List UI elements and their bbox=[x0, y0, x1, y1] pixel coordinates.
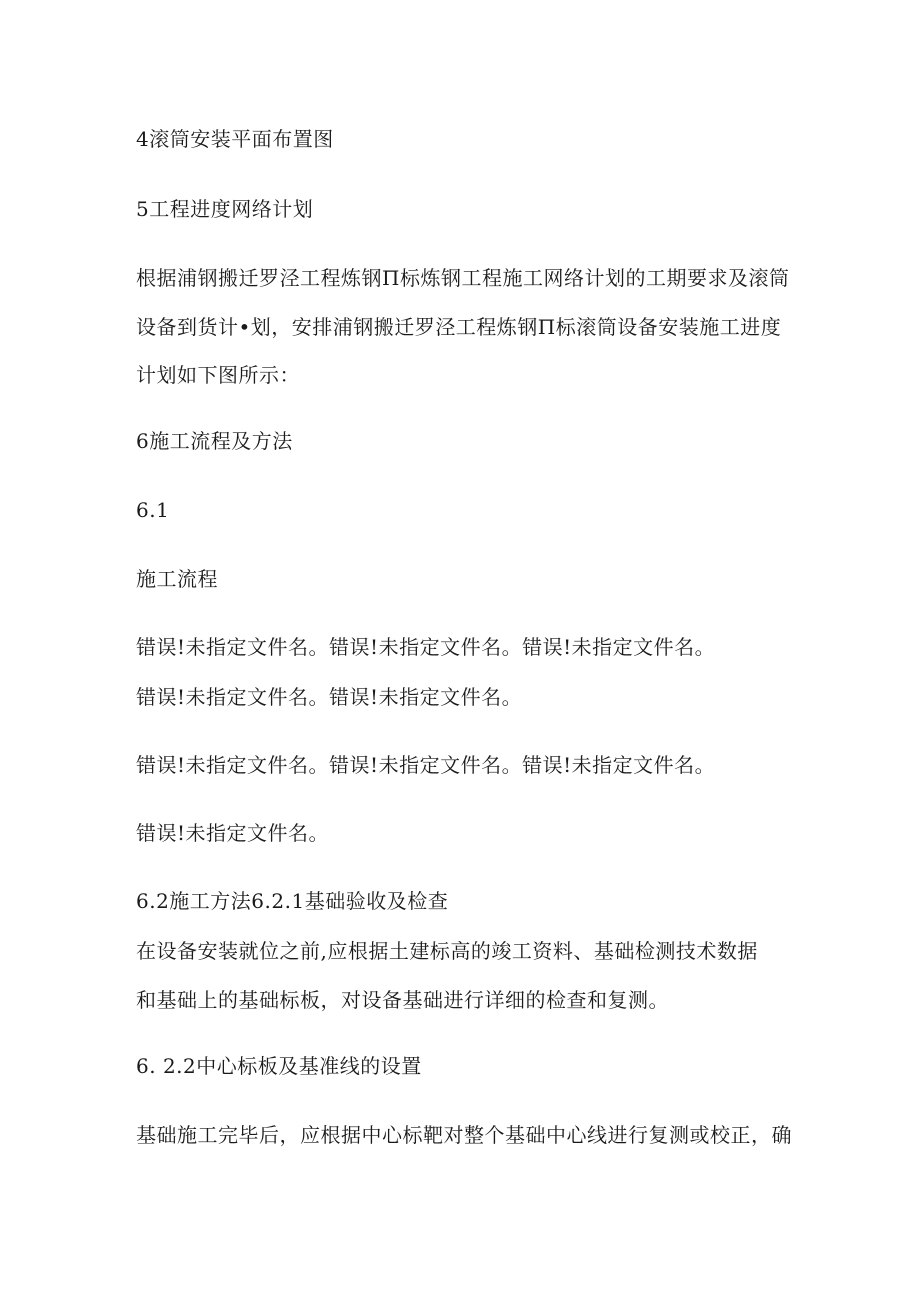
paragraph-line: 和基础上的基础标板，对设备基础进行详细的检查和复测。 bbox=[136, 988, 669, 1012]
error-text-line: 错误!未指定文件名。错误!未指定文件名。错误!未指定文件名。 bbox=[136, 753, 716, 777]
section-heading-5: 5工程进度网络计划 bbox=[136, 197, 314, 221]
error-text-line: 错误!未指定文件名。 bbox=[136, 821, 330, 845]
section-heading-6-2-2: 6. 2.2中心标板及基准线的设置 bbox=[136, 1054, 422, 1078]
paragraph-line: 设备到货计•划，安排浦钢搬迁罗泾工程炼钢Π标滚筒设备安装施工进度 bbox=[136, 315, 782, 339]
paragraph-line: 在设备安装就位之前,应根据土建标高的竣工资料、基础检测技术数据 bbox=[136, 939, 758, 963]
paragraph-line: 根据浦钢搬迁罗泾工程炼钢Π标炼钢工程施工网络计划的工期要求及滚筒 bbox=[136, 266, 790, 290]
section-number-6-1: 6.1 bbox=[136, 498, 170, 522]
section-heading-6-2: 6.2施工方法6.2.1基础验收及检查 bbox=[136, 889, 449, 913]
section-heading-4: 4滚筒安装平面布置图 bbox=[136, 127, 334, 151]
section-heading-6: 6施工流程及方法 bbox=[136, 429, 293, 453]
paragraph-line: 计划如下图所示： bbox=[136, 363, 300, 387]
error-text-line: 错误!未指定文件名。错误!未指定文件名。错误!未指定文件名。 bbox=[136, 635, 716, 659]
paragraph-line: 基础施工完毕后，应根据中心标靶对整个基础中心线进行复测或校正，确 bbox=[136, 1123, 792, 1147]
error-text-line: 错误!未指定文件名。错误!未指定文件名。 bbox=[136, 685, 523, 709]
section-title-6-1: 施工流程 bbox=[136, 567, 218, 591]
